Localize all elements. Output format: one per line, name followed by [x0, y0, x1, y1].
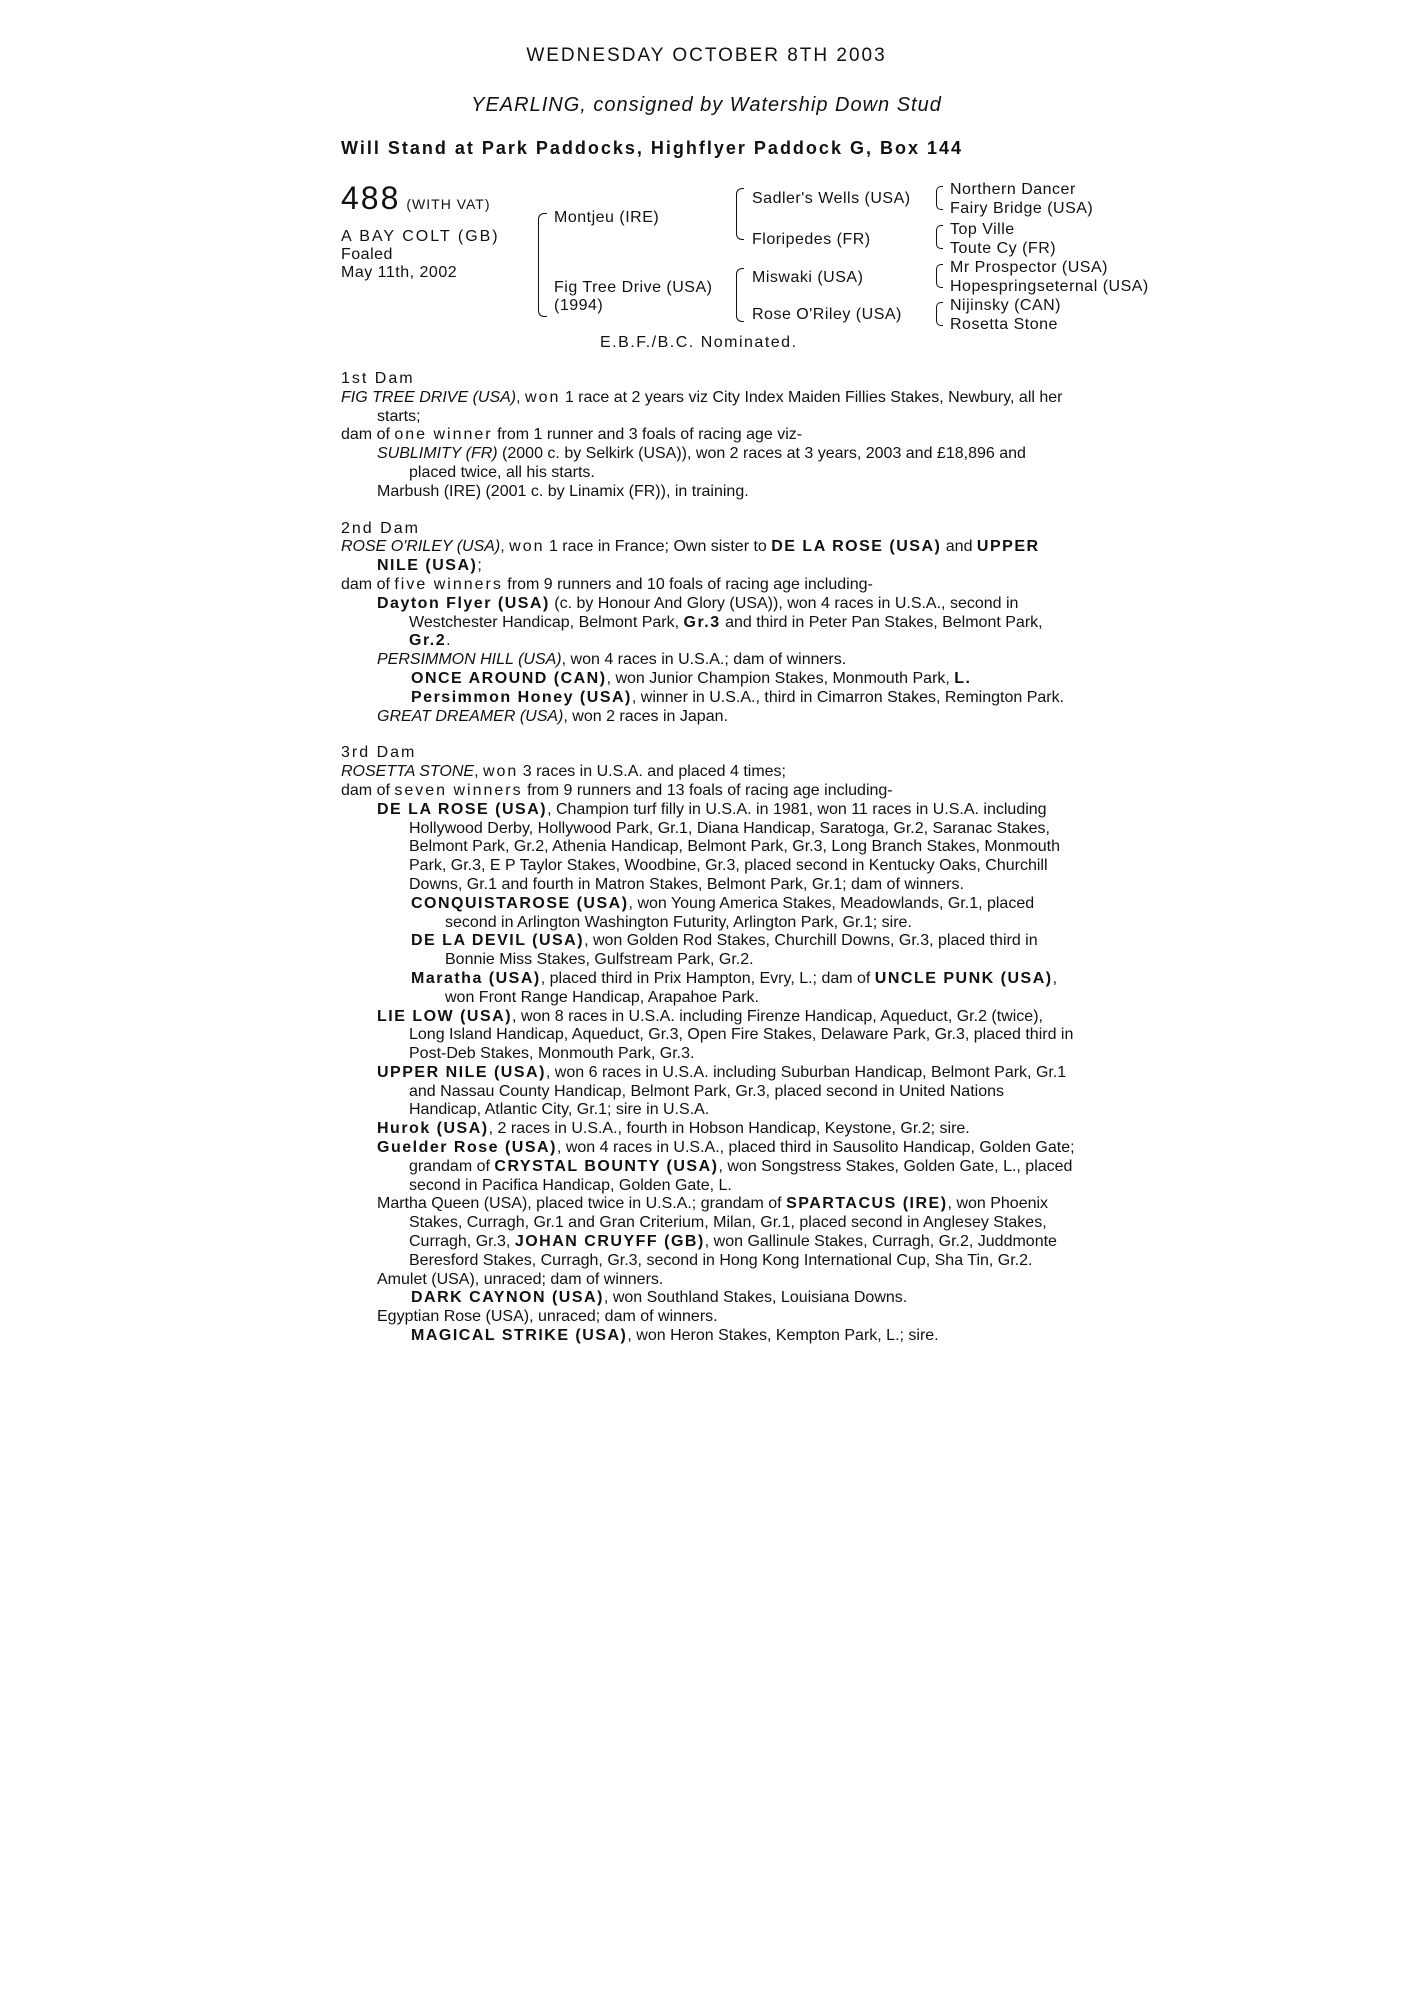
second-dam-section	[341, 520, 1075, 727]
progeny-text: , won 8 races in U.S.A. including Firenze Handicap, Aqueduct, Gr.2 (twice), Long Island Handicap, Aqueduct, Gr.3, Open Fire Stakes, Delaware Park, Gr.3, placed third in Post-Deb Stakes, Monmouth Park, Gr.3.	[409, 1007, 1074, 1063]
progeny-text: , Champion turf filly in U.S.A. in 1981, won 11 races in U.S.A. including Hollywood Derby, Hollywood Park, Gr.1, Diana Handicap, Saratoga, Gr.2, Saranac Stakes, Belmont Park, Gr.2, Athenia Handicap, Belmont Park, Gr.3, Long Branch Stakes, Monmouth Park, Gr.3, E P Taylor Stakes, Woodbine, Gr.3, placed second in Kentucky Oaks, Churchill Downs, Gr.1 and fourth in Matron Stakes, Belmont Park, Gr.1; dam of winners.	[409, 800, 1061, 893]
second-dam-record: ROSE O'RILEY (USA), won 1 race in France; Own sister to DE LA ROSE (USA) and UPPER NILE (USA);	[341, 538, 1040, 575]
progeny-name: UNCLE PUNK (USA)	[874, 969, 1053, 987]
progeny-sublimity	[341, 445, 1075, 483]
progeny-name: DARK CAYNON (USA)	[411, 1289, 604, 1307]
progeny-egyptian-rose: Egyptian Rose (USA), unraced; dam of winners.	[377, 1308, 718, 1326]
gen3-1: Northern Dancer	[950, 181, 1076, 198]
progeny-name: PERSIMMON HILL (USA)	[377, 651, 562, 669]
progeny-de-la-rose	[341, 801, 1075, 895]
progeny-name: JOHAN CRUYFF (GB)	[514, 1233, 705, 1251]
sister-name: DE LA ROSE (USA)	[771, 538, 942, 556]
sire-sire: Sadler's Wells (USA)	[752, 190, 911, 207]
first-dam-record: FIG TREE DRIVE (USA), won 1 race at 2 years viz City Index Maiden Fillies Stakes, Newbury, all her starts;	[341, 388, 1063, 425]
progeny-name: SPARTACUS (IRE)	[786, 1195, 948, 1213]
progeny-text: and third in Peter Pan Stakes, Belmont Park,	[720, 613, 1043, 631]
consignment-line: YEARLING, consigned by Watership Down Stud	[471, 94, 942, 116]
progeny-name: LIE LOW (USA)	[377, 1007, 513, 1025]
record-text: 1 race in France; Own sister to	[544, 538, 772, 556]
record-text: ;	[477, 557, 482, 575]
progeny-name: Guelder Rose (USA)	[377, 1139, 557, 1157]
dam-of-suffix: from 9 runners and 10 foals of racing age including-	[502, 575, 873, 593]
sire-dam: Floripedes (FR)	[752, 231, 871, 248]
progeny-text: , won Phoenix Stakes, Curragh, Gr.1 and Gran Criterium, Milan, Gr.1, placed second in Anglesey Stakes, Curragh, Gr.3,	[409, 1195, 1049, 1251]
first-dam-section	[341, 370, 1075, 502]
progeny-text: , won 4 races in U.S.A.; dam of winners.	[561, 651, 847, 669]
second-dam-dam-of	[341, 576, 1075, 595]
location-line: Will Stand at Park Paddocks, Highflyer Paddock G, Box 144	[341, 138, 963, 158]
gen3-2: Fairy Bridge (USA)	[950, 200, 1094, 217]
progeny-marbush: Marbush (IRE) (2001 c. by Linamix (FR)), in training.	[377, 482, 749, 500]
foaled-date: May 11th, 2002	[341, 264, 458, 281]
progeny-text: , won 4 races in U.S.A., placed third in Sausolito Handicap, Golden Gate; grandam of	[409, 1139, 1075, 1175]
progeny-persimmon-honey	[341, 689, 1075, 708]
pedigree-brace-main	[538, 213, 547, 317]
second-dam-won: won	[509, 538, 545, 556]
progeny-text: , won 6 races in U.S.A. including Suburban Handicap, Belmont Park, Gr.1 and Nassau County Handicap, Belmont Park, Gr.3, placed second in United Nations Handicap, Atlantic City, Gr.1; sire in U.S.A.	[409, 1063, 1067, 1119]
progeny-text: , won Southland Stakes, Louisiana Downs.	[603, 1289, 908, 1307]
progeny-text: , won Songstress Stakes, Golden Gate, L., placed second in Pacifica Handicap, Golden Gate, L.	[409, 1157, 1073, 1194]
progeny-text: , won Gallinule Stakes, Curragh, Gr.2, Juddmonte Beresford Stakes, Curragh, Gr.3, second in Hong Kong International Cup, Sha Tin, Gr.2.	[409, 1233, 1057, 1269]
colt-title: A BAY COLT (GB)	[341, 228, 500, 245]
dam-of-suffix: from 9 runners and 13 foals of racing age including-	[522, 781, 893, 799]
sale-date: WEDNESDAY OCTOBER 8TH 2003	[526, 45, 887, 66]
pedigree-brace-sire	[736, 188, 744, 240]
third-dam-record: ROSETTA STONE, won 3 races in U.S.A. and placed 4 times;	[341, 763, 786, 781]
grade: Gr.3	[683, 613, 721, 631]
progeny-name: CONQUISTAROSE (USA)	[411, 894, 629, 912]
gen3-5: Mr Prospector (USA)	[950, 259, 1108, 276]
progeny-text: , won Front Range Handicap, Arapahoe Park.	[445, 969, 1058, 1006]
pedigree-brace-dam	[736, 268, 744, 322]
lot-number: 488	[341, 180, 401, 216]
gen3-8: Rosetta Stone	[950, 316, 1058, 333]
dam-sire: Miswaki (USA)	[752, 269, 864, 286]
progeny-text: , won Young America Stakes, Meadowlands, Gr.1, placed second in Arlington Washington Futurity, Arlington Park, Gr.1; sire.	[445, 894, 1035, 931]
progeny-name: MAGICAL STRIKE (USA)	[411, 1327, 628, 1345]
progeny-name: GREAT DREAMER (USA)	[377, 707, 564, 725]
progeny-maratha	[341, 970, 1075, 1008]
progeny-magical-strike	[341, 1327, 1075, 1346]
progeny-upper-nile	[341, 1064, 1075, 1120]
grade: L.	[954, 669, 972, 687]
progeny-text: , winner in U.S.A., third in Cimarron Stakes, Remington Park.	[631, 688, 1065, 706]
progeny-text: (2000 c. by Selkirk (USA)), won 2 races at 3 years, 2003 and £18,896 and placed twice, all his starts.	[409, 445, 1026, 481]
progeny-name: UPPER NILE (USA)	[377, 1063, 546, 1081]
third-dam-section	[341, 744, 1075, 1346]
nomination-line: E.B.F./B.C. Nominated.	[600, 334, 798, 351]
progeny-guelder-rose	[341, 1139, 1075, 1195]
dam-of-prefix: dam of	[341, 575, 395, 593]
progeny-name: CRYSTAL BOUNTY (USA)	[494, 1157, 719, 1175]
third-dam-heading: 3rd Dam	[341, 744, 417, 762]
second-dam-heading: 2nd Dam	[341, 519, 420, 537]
progeny-text: (c. by Honour And Glory (USA)), won 4 races in U.S.A., second in Westchester Handicap, Belmont Park,	[409, 594, 1019, 631]
pedigree-brace-g3b	[936, 225, 943, 249]
progeny-text: , won Golden Rod Stakes, Churchill Downs, Gr.3, placed third in Bonnie Miss Stakes, Gulfstream Park, Gr.2.	[445, 932, 1038, 969]
sister-name: UPPER NILE (USA)	[377, 538, 1040, 575]
pedigree-brace-g3a	[936, 186, 943, 210]
progeny-hurok	[341, 1120, 1075, 1139]
first-dam-name: FIG TREE DRIVE (USA)	[341, 388, 517, 406]
progeny-name: DE LA DEVIL (USA)	[411, 932, 585, 950]
progeny-text: .	[446, 632, 451, 650]
gen3-7: Nijinsky (CAN)	[950, 297, 1061, 314]
produce-record	[341, 370, 1075, 1346]
progeny-once-around	[341, 670, 1075, 689]
dam-of-prefix: dam of	[341, 426, 395, 444]
third-dam-dam-of	[341, 782, 1075, 801]
record-text: and	[941, 538, 977, 556]
progeny-name: ONCE AROUND (CAN)	[411, 669, 607, 687]
dam-year: (1994)	[554, 297, 604, 314]
progeny-text: , placed third in Prix Hampton, Evry, L.; dam of	[540, 969, 875, 987]
progeny-lie-low	[341, 1008, 1075, 1064]
progeny-martha-queen	[341, 1195, 1075, 1270]
first-dam-won: won	[525, 388, 561, 406]
progeny-text: , won Heron Stakes, Kempton Park, L.; sire.	[627, 1327, 939, 1345]
pedigree-brace-g3c	[936, 264, 943, 288]
progeny-dark-caynon	[341, 1289, 1075, 1308]
progeny-text: , 2 races in U.S.A., fourth in Hobson Handicap, Keystone, Gr.2; sire.	[488, 1120, 970, 1138]
record-text: 3 races in U.S.A. and placed 4 times;	[518, 763, 786, 781]
lot-description	[341, 228, 500, 282]
progeny-conquistarose	[341, 895, 1075, 933]
dam-of-count: one winner	[394, 426, 493, 444]
dam-of-prefix: dam of	[341, 781, 395, 799]
gen3-6: Hopespringseternal (USA)	[950, 278, 1149, 295]
first-dam-heading: 1st Dam	[341, 370, 415, 387]
progeny-name: Hurok (USA)	[377, 1120, 489, 1138]
gen3-3: Top Ville	[950, 221, 1015, 238]
dam-dam: Rose O'Riley (USA)	[752, 306, 902, 323]
first-dam-dam-of	[341, 426, 1075, 445]
progeny-amulet: Amulet (USA), unraced; dam of winners.	[377, 1270, 664, 1288]
sire: Montjeu (IRE)	[554, 209, 660, 226]
progeny-dayton-flyer	[341, 595, 1075, 651]
second-dam-name: ROSE O'RILEY (USA)	[341, 538, 501, 556]
progeny-name: SUBLIMITY (FR)	[377, 445, 498, 463]
pedigree-brace-g3d	[936, 302, 943, 326]
first-dam-record-text: 1 race at 2 years viz City Index Maiden Fillies Stakes, Newbury, all her starts;	[377, 388, 1063, 425]
third-dam-won: won	[482, 763, 519, 781]
dam-of-count: seven winners	[394, 781, 523, 799]
progeny-name: DE LA ROSE (USA)	[377, 800, 548, 818]
progeny-text: , won 2 races in Japan.	[563, 707, 728, 725]
dam: Fig Tree Drive (USA)	[554, 279, 713, 296]
grade: Gr.2	[409, 632, 447, 650]
progeny-text: , won Junior Champion Stakes, Monmouth Park,	[606, 669, 955, 687]
progeny-great-dreamer	[341, 708, 1075, 727]
progeny-name: Dayton Flyer (USA)	[377, 594, 550, 612]
progeny-text: Martha Queen (USA), placed twice in U.S.A.; grandam of	[377, 1195, 787, 1213]
lot-header	[341, 180, 491, 217]
lot-vat: (WITH VAT)	[406, 196, 491, 212]
progeny-de-la-devil	[341, 932, 1075, 970]
progeny-name: Maratha (USA)	[411, 969, 541, 987]
progeny-name: Persimmon Honey (USA)	[411, 688, 632, 706]
dam-of-suffix: from 1 runner and 3 foals of racing age viz-	[492, 426, 803, 444]
gen3-4: Toute Cy (FR)	[950, 240, 1057, 257]
dam-of-count: five winners	[394, 575, 503, 593]
foaled-label: Foaled	[341, 246, 393, 263]
third-dam-name: ROSETTA STONE	[341, 763, 475, 781]
progeny-persimmon-hill	[341, 651, 1075, 670]
